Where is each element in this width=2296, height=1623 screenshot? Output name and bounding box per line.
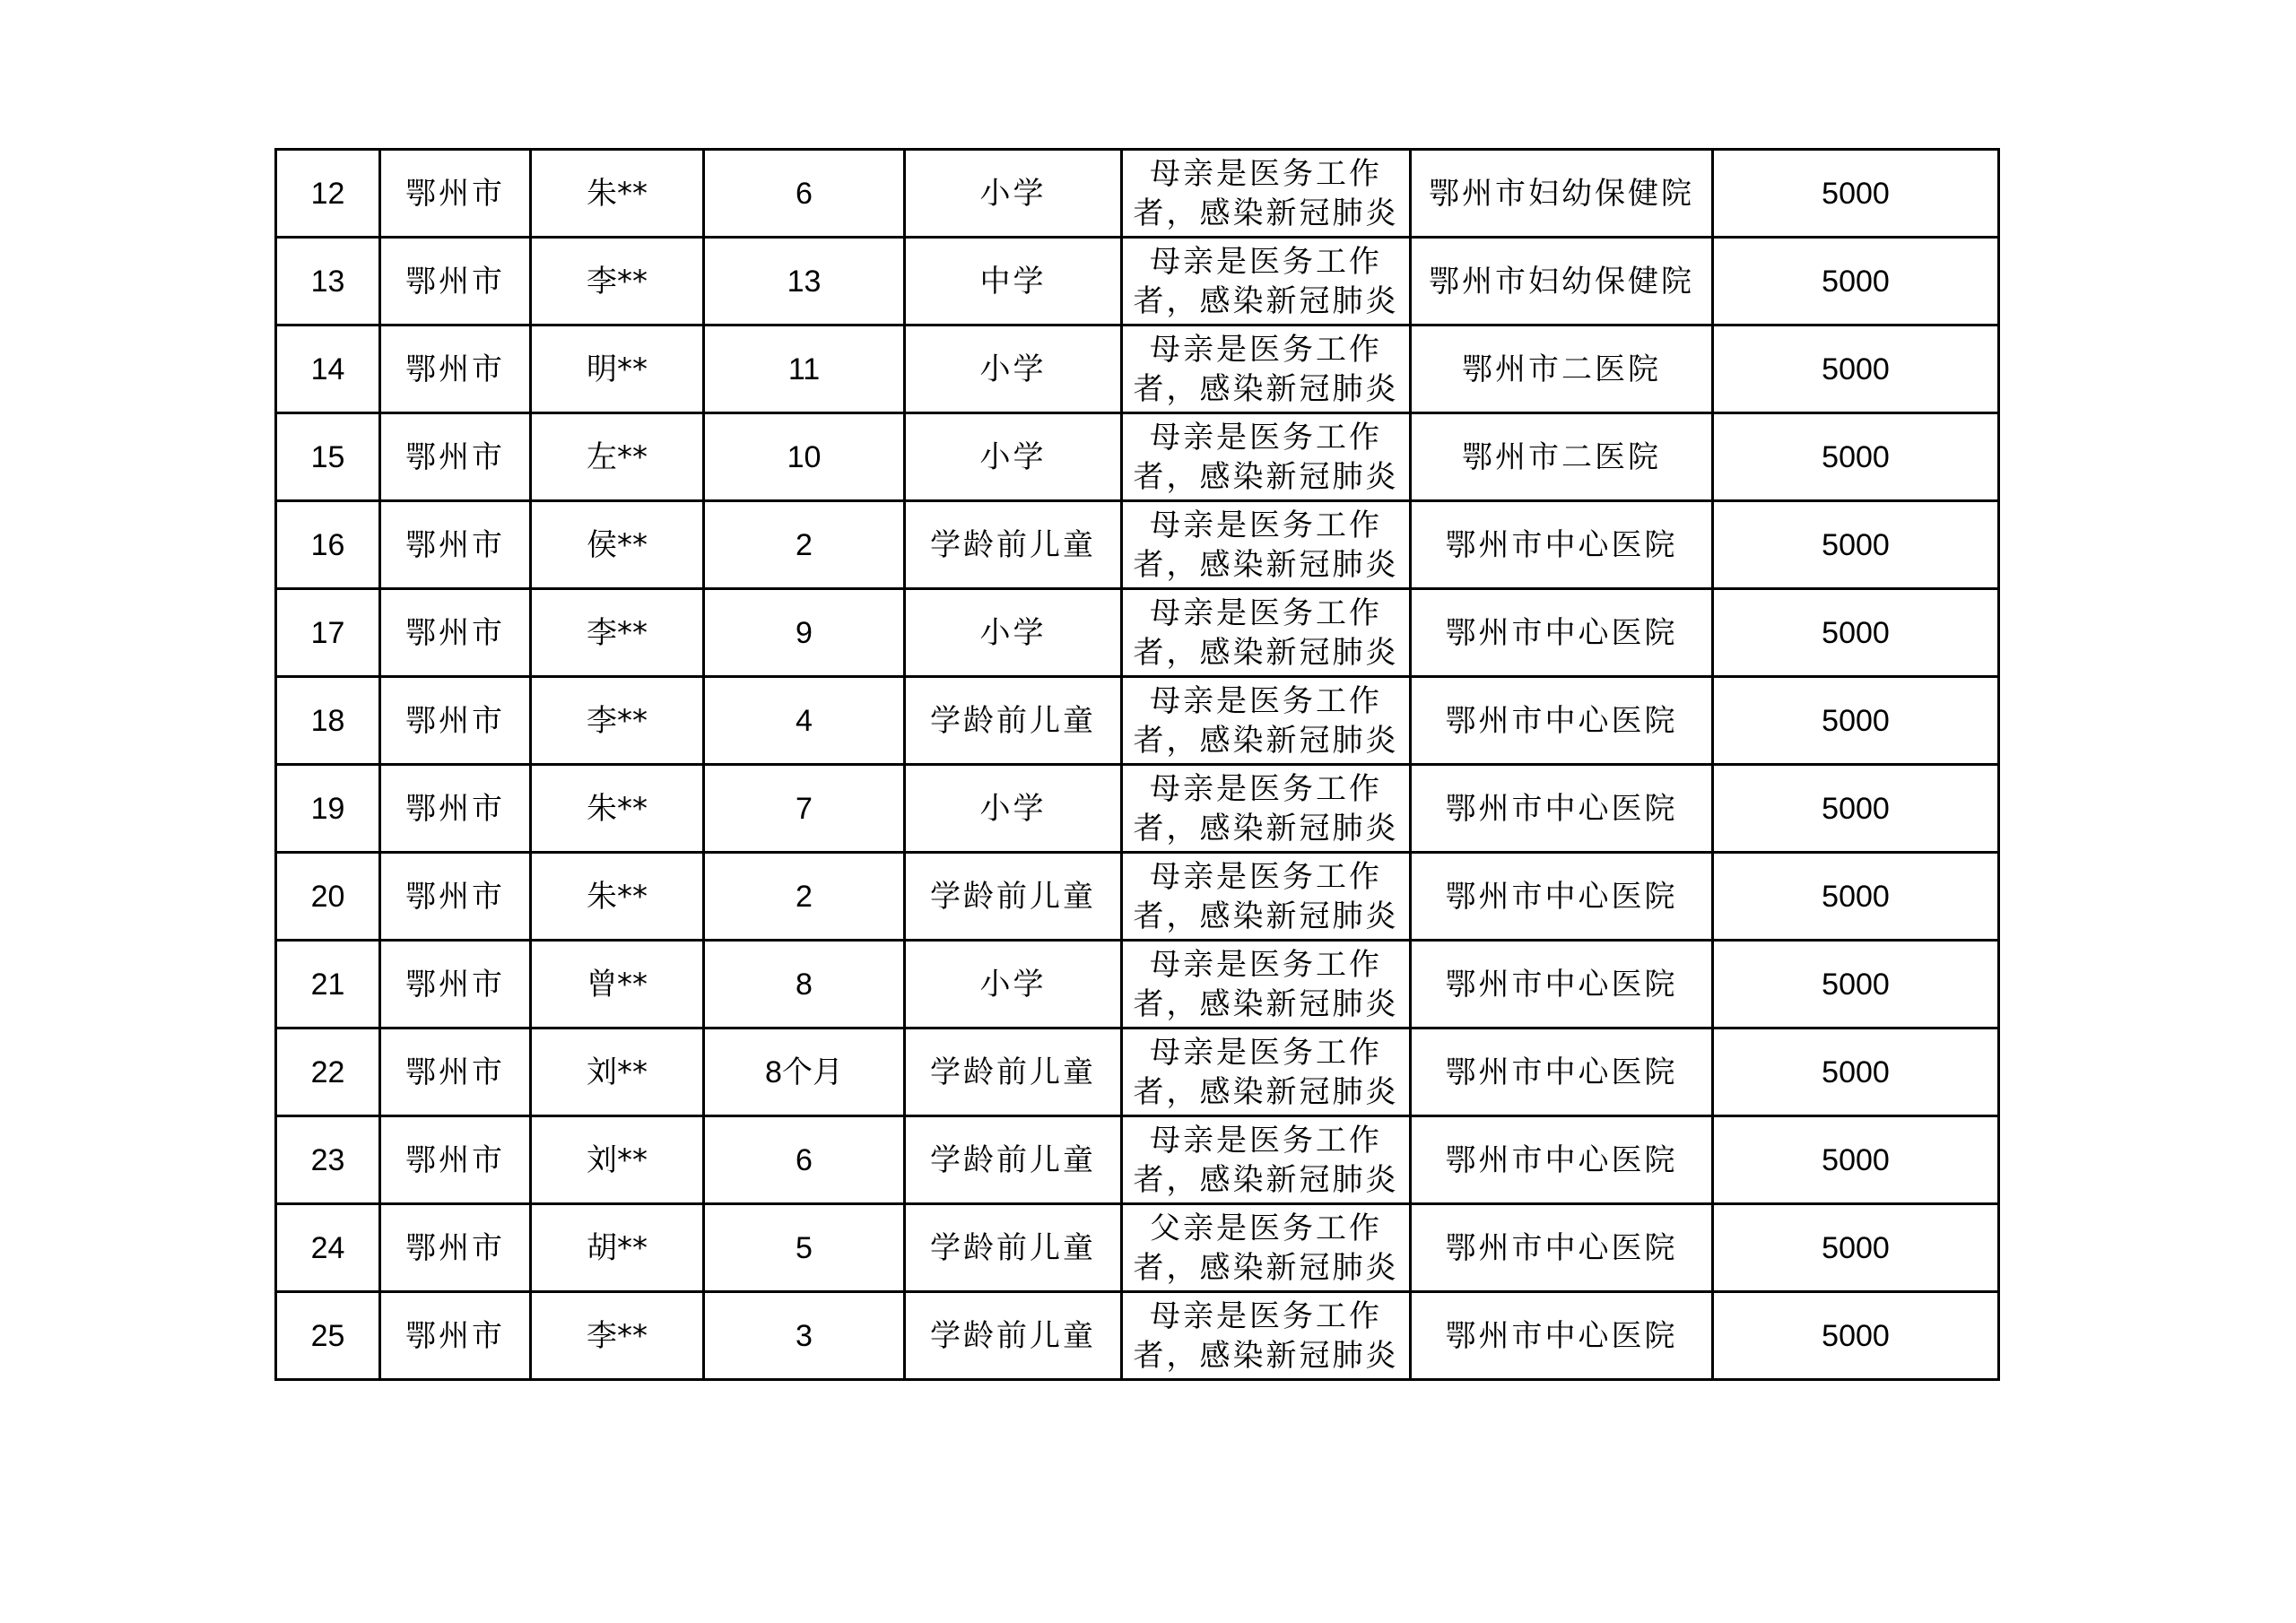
row-number-cell: 18 [276, 677, 380, 765]
age-cell: 2 [704, 501, 905, 589]
city-cell: 鄂州市 [380, 941, 531, 1028]
reason-cell [1122, 1028, 1411, 1116]
reason-line-2: 者，感染新冠肺炎 [1133, 1161, 1399, 1198]
name-cell: 朱** [531, 150, 704, 238]
name-cell: 明** [531, 325, 704, 413]
hospital-cell: 鄂州市二医院 [1411, 413, 1713, 501]
reason-line-1: 母亲是医务工作 [1150, 243, 1382, 280]
education-cell: 学龄前儿童 [905, 1116, 1122, 1204]
hospital-cell: 鄂州市中心医院 [1411, 1116, 1713, 1204]
reason-cell [1122, 765, 1411, 853]
hospital-cell: 鄂州市中心医院 [1411, 1204, 1713, 1292]
row-number-cell: 14 [276, 325, 380, 413]
table-row [276, 765, 1999, 853]
name-cell: 朱** [531, 853, 704, 941]
table-row [276, 677, 1999, 765]
reason-cell [1122, 1116, 1411, 1204]
table-row [276, 501, 1999, 589]
age-cell: 6 [704, 150, 905, 238]
table-row [276, 1292, 1999, 1380]
name-cell: 刘** [531, 1028, 704, 1116]
city-cell: 鄂州市 [380, 238, 531, 325]
amount-cell: 5000 [1713, 325, 1999, 413]
table-row [276, 853, 1999, 941]
education-cell: 学龄前儿童 [905, 853, 1122, 941]
education-cell: 小学 [905, 413, 1122, 501]
reason-line-1: 母亲是医务工作 [1150, 682, 1382, 719]
hospital-cell: 鄂州市中心医院 [1411, 765, 1713, 853]
reason-line-1: 母亲是医务工作 [1150, 1298, 1382, 1334]
row-number-cell: 25 [276, 1292, 380, 1380]
amount-cell: 5000 [1713, 765, 1999, 853]
hospital-cell: 鄂州市中心医院 [1411, 1292, 1713, 1380]
reason-line-1: 母亲是医务工作 [1150, 595, 1382, 631]
reason-line-1: 母亲是医务工作 [1150, 946, 1382, 983]
education-cell: 小学 [905, 765, 1122, 853]
education-cell: 学龄前儿童 [905, 1028, 1122, 1116]
reason-line-2: 者，感染新冠肺炎 [1133, 546, 1399, 583]
table-row [276, 413, 1999, 501]
row-number-cell: 23 [276, 1116, 380, 1204]
amount-cell: 5000 [1713, 589, 1999, 677]
reason-line-2: 者，感染新冠肺炎 [1133, 195, 1399, 231]
amount-cell: 5000 [1713, 501, 1999, 589]
row-number-cell: 16 [276, 501, 380, 589]
reason-line-1: 母亲是医务工作 [1150, 155, 1382, 192]
education-cell: 中学 [905, 238, 1122, 325]
table-row [276, 1028, 1999, 1116]
row-number-cell: 24 [276, 1204, 380, 1292]
reason-line-1: 母亲是医务工作 [1150, 507, 1382, 543]
reason-cell [1122, 589, 1411, 677]
city-cell: 鄂州市 [380, 1292, 531, 1380]
city-cell: 鄂州市 [380, 413, 531, 501]
amount-cell: 5000 [1713, 1204, 1999, 1292]
age-cell: 9 [704, 589, 905, 677]
education-cell: 小学 [905, 325, 1122, 413]
hospital-cell: 鄂州市中心医院 [1411, 677, 1713, 765]
city-cell: 鄂州市 [380, 150, 531, 238]
row-number-cell: 22 [276, 1028, 380, 1116]
reason-cell [1122, 238, 1411, 325]
reason-cell [1122, 941, 1411, 1028]
amount-cell: 5000 [1713, 413, 1999, 501]
row-number-cell: 12 [276, 150, 380, 238]
row-number-cell: 13 [276, 238, 380, 325]
reason-line-1: 母亲是医务工作 [1150, 331, 1382, 368]
reason-line-1: 母亲是医务工作 [1150, 770, 1382, 807]
age-cell: 5 [704, 1204, 905, 1292]
age-cell: 11 [704, 325, 905, 413]
row-number-cell: 20 [276, 853, 380, 941]
amount-cell: 5000 [1713, 1028, 1999, 1116]
education-cell: 小学 [905, 589, 1122, 677]
table-row [276, 238, 1999, 325]
hospital-cell: 鄂州市中心医院 [1411, 589, 1713, 677]
name-cell: 李** [531, 238, 704, 325]
reason-line-2: 者，感染新冠肺炎 [1133, 1073, 1399, 1110]
city-cell: 鄂州市 [380, 501, 531, 589]
hospital-cell: 鄂州市中心医院 [1411, 501, 1713, 589]
table-row [276, 150, 1999, 238]
age-cell: 8个月 [704, 1028, 905, 1116]
age-cell: 7 [704, 765, 905, 853]
age-cell: 10 [704, 413, 905, 501]
reason-cell [1122, 501, 1411, 589]
city-cell: 鄂州市 [380, 765, 531, 853]
reason-line-2: 者，感染新冠肺炎 [1133, 985, 1399, 1022]
city-cell: 鄂州市 [380, 1116, 531, 1204]
city-cell: 鄂州市 [380, 589, 531, 677]
age-cell: 3 [704, 1292, 905, 1380]
age-cell: 13 [704, 238, 905, 325]
name-cell: 左** [531, 413, 704, 501]
name-cell: 李** [531, 1292, 704, 1380]
reason-cell [1122, 413, 1411, 501]
reason-line-2: 者，感染新冠肺炎 [1133, 1337, 1399, 1374]
reason-line-2: 者，感染新冠肺炎 [1133, 282, 1399, 319]
reason-line-1: 父亲是医务工作 [1150, 1210, 1382, 1246]
city-cell: 鄂州市 [380, 325, 531, 413]
amount-cell: 5000 [1713, 677, 1999, 765]
reason-line-2: 者，感染新冠肺炎 [1133, 810, 1399, 846]
reason-line-2: 者，感染新冠肺炎 [1133, 634, 1399, 671]
reason-line-2: 者，感染新冠肺炎 [1133, 898, 1399, 934]
table-row [276, 589, 1999, 677]
reason-cell [1122, 1204, 1411, 1292]
row-number-cell: 19 [276, 765, 380, 853]
table-row [276, 1204, 1999, 1292]
reason-cell [1122, 1292, 1411, 1380]
reason-line-2: 者，感染新冠肺炎 [1133, 370, 1399, 407]
reason-cell [1122, 677, 1411, 765]
reason-line-2: 者，感染新冠肺炎 [1133, 458, 1399, 495]
hospital-cell: 鄂州市二医院 [1411, 325, 1713, 413]
city-cell: 鄂州市 [380, 853, 531, 941]
reason-line-2: 者，感染新冠肺炎 [1133, 722, 1399, 759]
education-cell: 学龄前儿童 [905, 501, 1122, 589]
reason-line-1: 母亲是医务工作 [1150, 1034, 1382, 1071]
education-cell: 小学 [905, 150, 1122, 238]
hospital-cell: 鄂州市中心医院 [1411, 1028, 1713, 1116]
age-cell: 8 [704, 941, 905, 1028]
row-number-cell: 21 [276, 941, 380, 1028]
hospital-cell: 鄂州市妇幼保健院 [1411, 238, 1713, 325]
records-table-body [276, 150, 1999, 1380]
city-cell: 鄂州市 [380, 1028, 531, 1116]
education-cell: 学龄前儿童 [905, 677, 1122, 765]
amount-cell: 5000 [1713, 1116, 1999, 1204]
table-row [276, 325, 1999, 413]
reason-line-1: 母亲是医务工作 [1150, 1122, 1382, 1159]
age-cell: 4 [704, 677, 905, 765]
name-cell: 胡** [531, 1204, 704, 1292]
name-cell: 朱** [531, 765, 704, 853]
amount-cell: 5000 [1713, 1292, 1999, 1380]
row-number-cell: 17 [276, 589, 380, 677]
reason-line-1: 母亲是医务工作 [1150, 858, 1382, 895]
reason-line-2: 者，感染新冠肺炎 [1133, 1249, 1399, 1286]
city-cell: 鄂州市 [380, 677, 531, 765]
name-cell: 侯** [531, 501, 704, 589]
age-cell: 2 [704, 853, 905, 941]
education-cell: 小学 [905, 941, 1122, 1028]
table-row [276, 1116, 1999, 1204]
amount-cell: 5000 [1713, 238, 1999, 325]
amount-cell: 5000 [1713, 150, 1999, 238]
amount-cell: 5000 [1713, 853, 1999, 941]
city-cell: 鄂州市 [380, 1204, 531, 1292]
reason-cell [1122, 325, 1411, 413]
age-cell: 6 [704, 1116, 905, 1204]
name-cell: 刘** [531, 1116, 704, 1204]
education-cell: 学龄前儿童 [905, 1204, 1122, 1292]
hospital-cell: 鄂州市中心医院 [1411, 941, 1713, 1028]
education-cell: 学龄前儿童 [905, 1292, 1122, 1380]
hospital-cell: 鄂州市妇幼保健院 [1411, 150, 1713, 238]
reason-cell [1122, 853, 1411, 941]
name-cell: 李** [531, 677, 704, 765]
hospital-cell: 鄂州市中心医院 [1411, 853, 1713, 941]
records-table [274, 148, 2000, 1381]
reason-line-1: 母亲是医务工作 [1150, 419, 1382, 456]
row-number-cell: 15 [276, 413, 380, 501]
name-cell: 曾** [531, 941, 704, 1028]
table-row [276, 941, 1999, 1028]
name-cell: 李** [531, 589, 704, 677]
reason-cell [1122, 150, 1411, 238]
amount-cell: 5000 [1713, 941, 1999, 1028]
